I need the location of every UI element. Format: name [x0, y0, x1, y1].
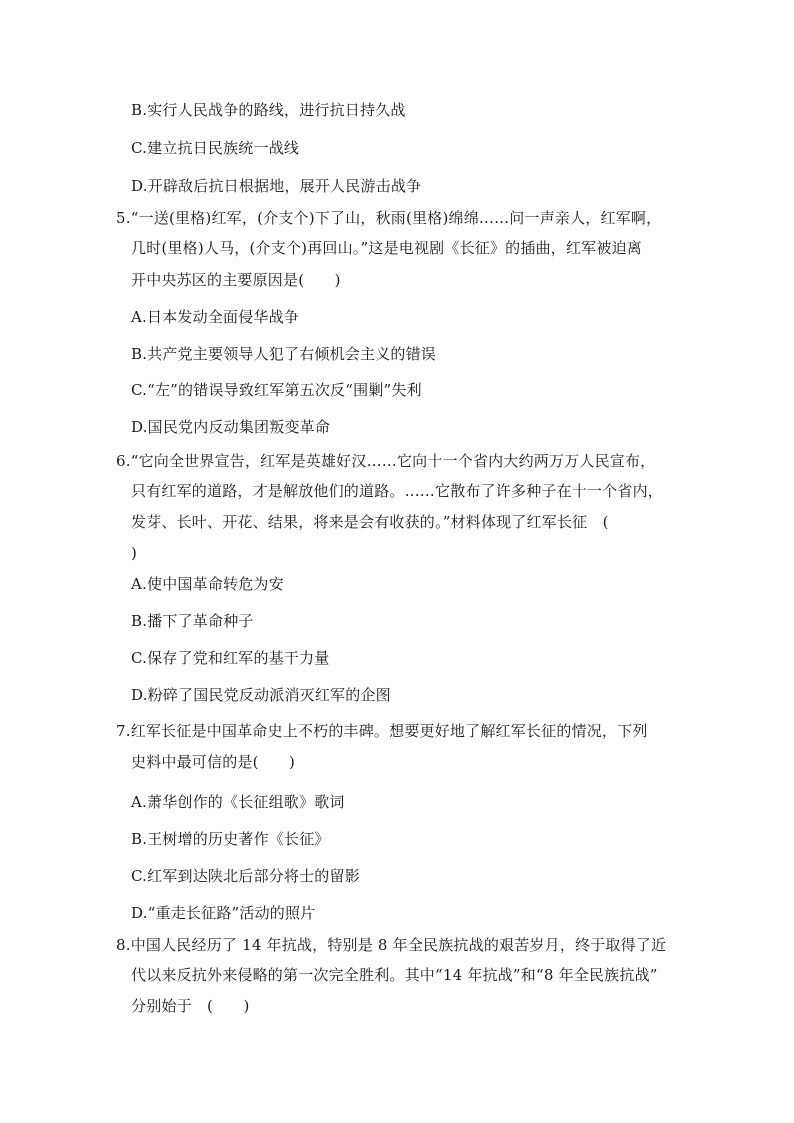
answer-option: A.日本发动全面侵华战争 [131, 308, 300, 326]
question-line: 5.“一送(里格)红军，(介支个)下了山，秋雨(里格)绵绵……问一声亲人，红军啊， [116, 209, 662, 227]
question-line: 发芽、长叶、开花、结果，将来是会有收获的。”材料体现了红军长征 ( [131, 513, 609, 531]
question-line: 史料中最可信的是( ) [131, 753, 296, 771]
answer-option: B.王树增的历史著作《长征》 [131, 830, 330, 848]
answer-option: D.粉碎了国民党反动派消灭红军的企图 [131, 686, 391, 704]
answer-option: B.实行人民战争的路线，进行抗日持久战 [131, 101, 406, 119]
answer-option: B.播下了革命种子 [131, 612, 254, 630]
question-line: 几时(里格)人马，(介支个)再回山。”这是电视剧《长征》的插曲，红军被迫离 [131, 239, 642, 257]
question-line: 代以来反抗外来侵略的第一次完全胜利。其中“14 年抗战”和“8 年全民族抗战” [131, 966, 658, 984]
answer-option: C.“左”的错误导致红军第五次反“围剿”失利 [131, 381, 422, 399]
question-line: 6.“它向全世界宣告，红军是英雄好汉……它向十一个省内大约两万万人民宣布， [116, 452, 656, 470]
answer-option: D.开辟敌后抗日根据地，展开人民游击战争 [131, 177, 422, 195]
answer-option: C.建立抗日民族统一战线 [131, 139, 300, 157]
question-line: 只有红军的道路，才是解放他们的道路。……它散布了许多种子在十一个省内， [131, 482, 664, 500]
answer-option: A.萧华创作的《长征组歌》歌词 [131, 793, 345, 811]
question-line: 分别始于 ( ) [131, 997, 250, 1015]
question-line: 7.红军长征是中国革命史上不朽的丰碑。想要更好地了解红军长征的情况，下列 [116, 722, 648, 740]
answer-option: C.保存了党和红军的基干力量 [131, 649, 330, 667]
answer-option: D.“重走长征路”活动的照片 [131, 904, 316, 922]
answer-option: C.红军到达陕北后部分将士的留影 [131, 867, 360, 885]
question-line: ) [131, 544, 138, 562]
answer-option: D.国民党内反动集团叛变革命 [131, 418, 331, 436]
answer-option: B.共产党主要领导人犯了右倾机会主义的错误 [131, 345, 436, 363]
question-line: 开中央苏区的主要原因是( ) [131, 271, 341, 289]
question-line: 8.中国人民经历了 14 年抗战，特别是 8 年全民族抗战的艰苦岁月，终于取得了近 [116, 936, 667, 954]
answer-option: A.使中国革命转危为安 [131, 575, 284, 593]
